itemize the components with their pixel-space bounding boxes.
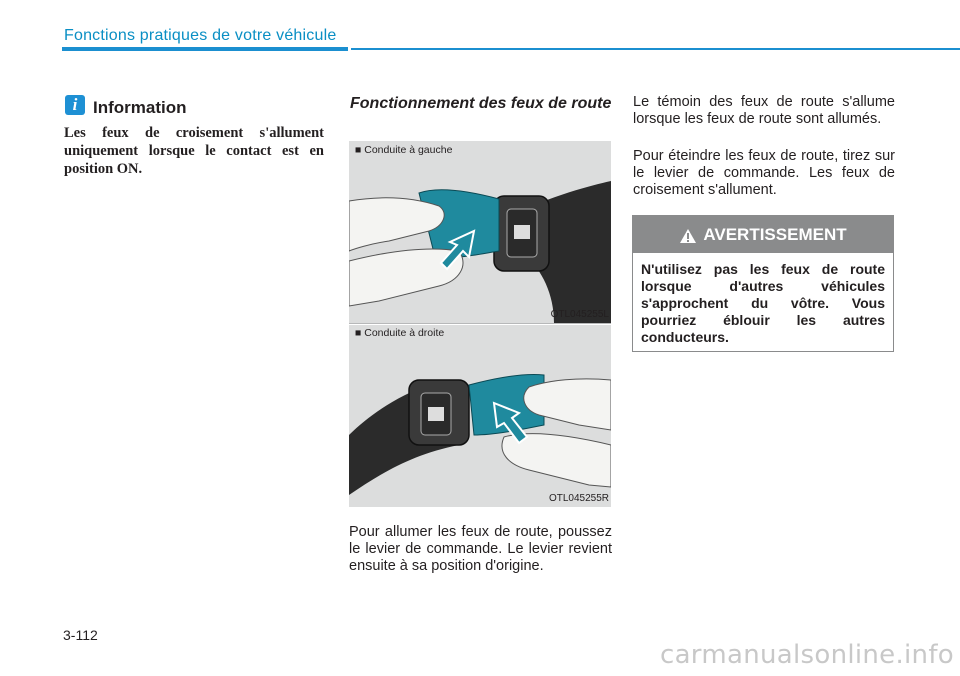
- warning-title: AVERTISSEMENT: [703, 225, 847, 244]
- figure-divider: [349, 323, 611, 324]
- figure-left-hand-drive: [349, 141, 611, 323]
- watermark: carmanualsonline.info: [659, 640, 954, 670]
- page-section-title: Fonctions pratiques de votre véhicule: [64, 27, 337, 44]
- figure-code: OTL045255L: [550, 309, 609, 320]
- info-text: Les feux de croisement s'allument uniquement lorsque le contact est en position ON.: [64, 125, 324, 177]
- header-rule-thick: [62, 47, 348, 51]
- warning-text: N'utilisez pas les feux de route lorsque d'autres véhicules s'approchent du vôtre. Vous pourriez éblouir les autres conducteurs.: [641, 261, 885, 345]
- info-icon: i: [65, 95, 85, 115]
- header-rule-thin: [351, 48, 960, 50]
- warning-icon: [679, 228, 697, 244]
- figure-caption: ■ Conduite à droite: [355, 327, 445, 339]
- right-paragraph-1: Le témoin des feux de route s'allume lorsque les feux de route sont allumés.: [633, 94, 895, 127]
- right-paragraph-2: Pour éteindre les feux de route, tirez sur le levier de commande. Les feux de croisement s'allument.: [633, 148, 895, 198]
- warning-box: [632, 215, 894, 352]
- figure-code: OTL045255R: [548, 493, 609, 504]
- lever-illustration-right: [349, 325, 611, 507]
- figure-caption: ■ Conduite à gauche: [355, 144, 453, 156]
- page-number: 3-112: [63, 627, 98, 643]
- warning-header: [633, 216, 893, 253]
- section-body-text: Pour allumer les feux de route, poussez le levier de commande. Le levier revient ensuite à sa position d'origine.: [349, 524, 612, 574]
- figure-right-hand-drive: [349, 325, 611, 507]
- lever-illustration-left: [349, 141, 611, 323]
- info-title: Information: [93, 98, 187, 117]
- section-title: Fonctionnement des feux de route: [350, 95, 612, 112]
